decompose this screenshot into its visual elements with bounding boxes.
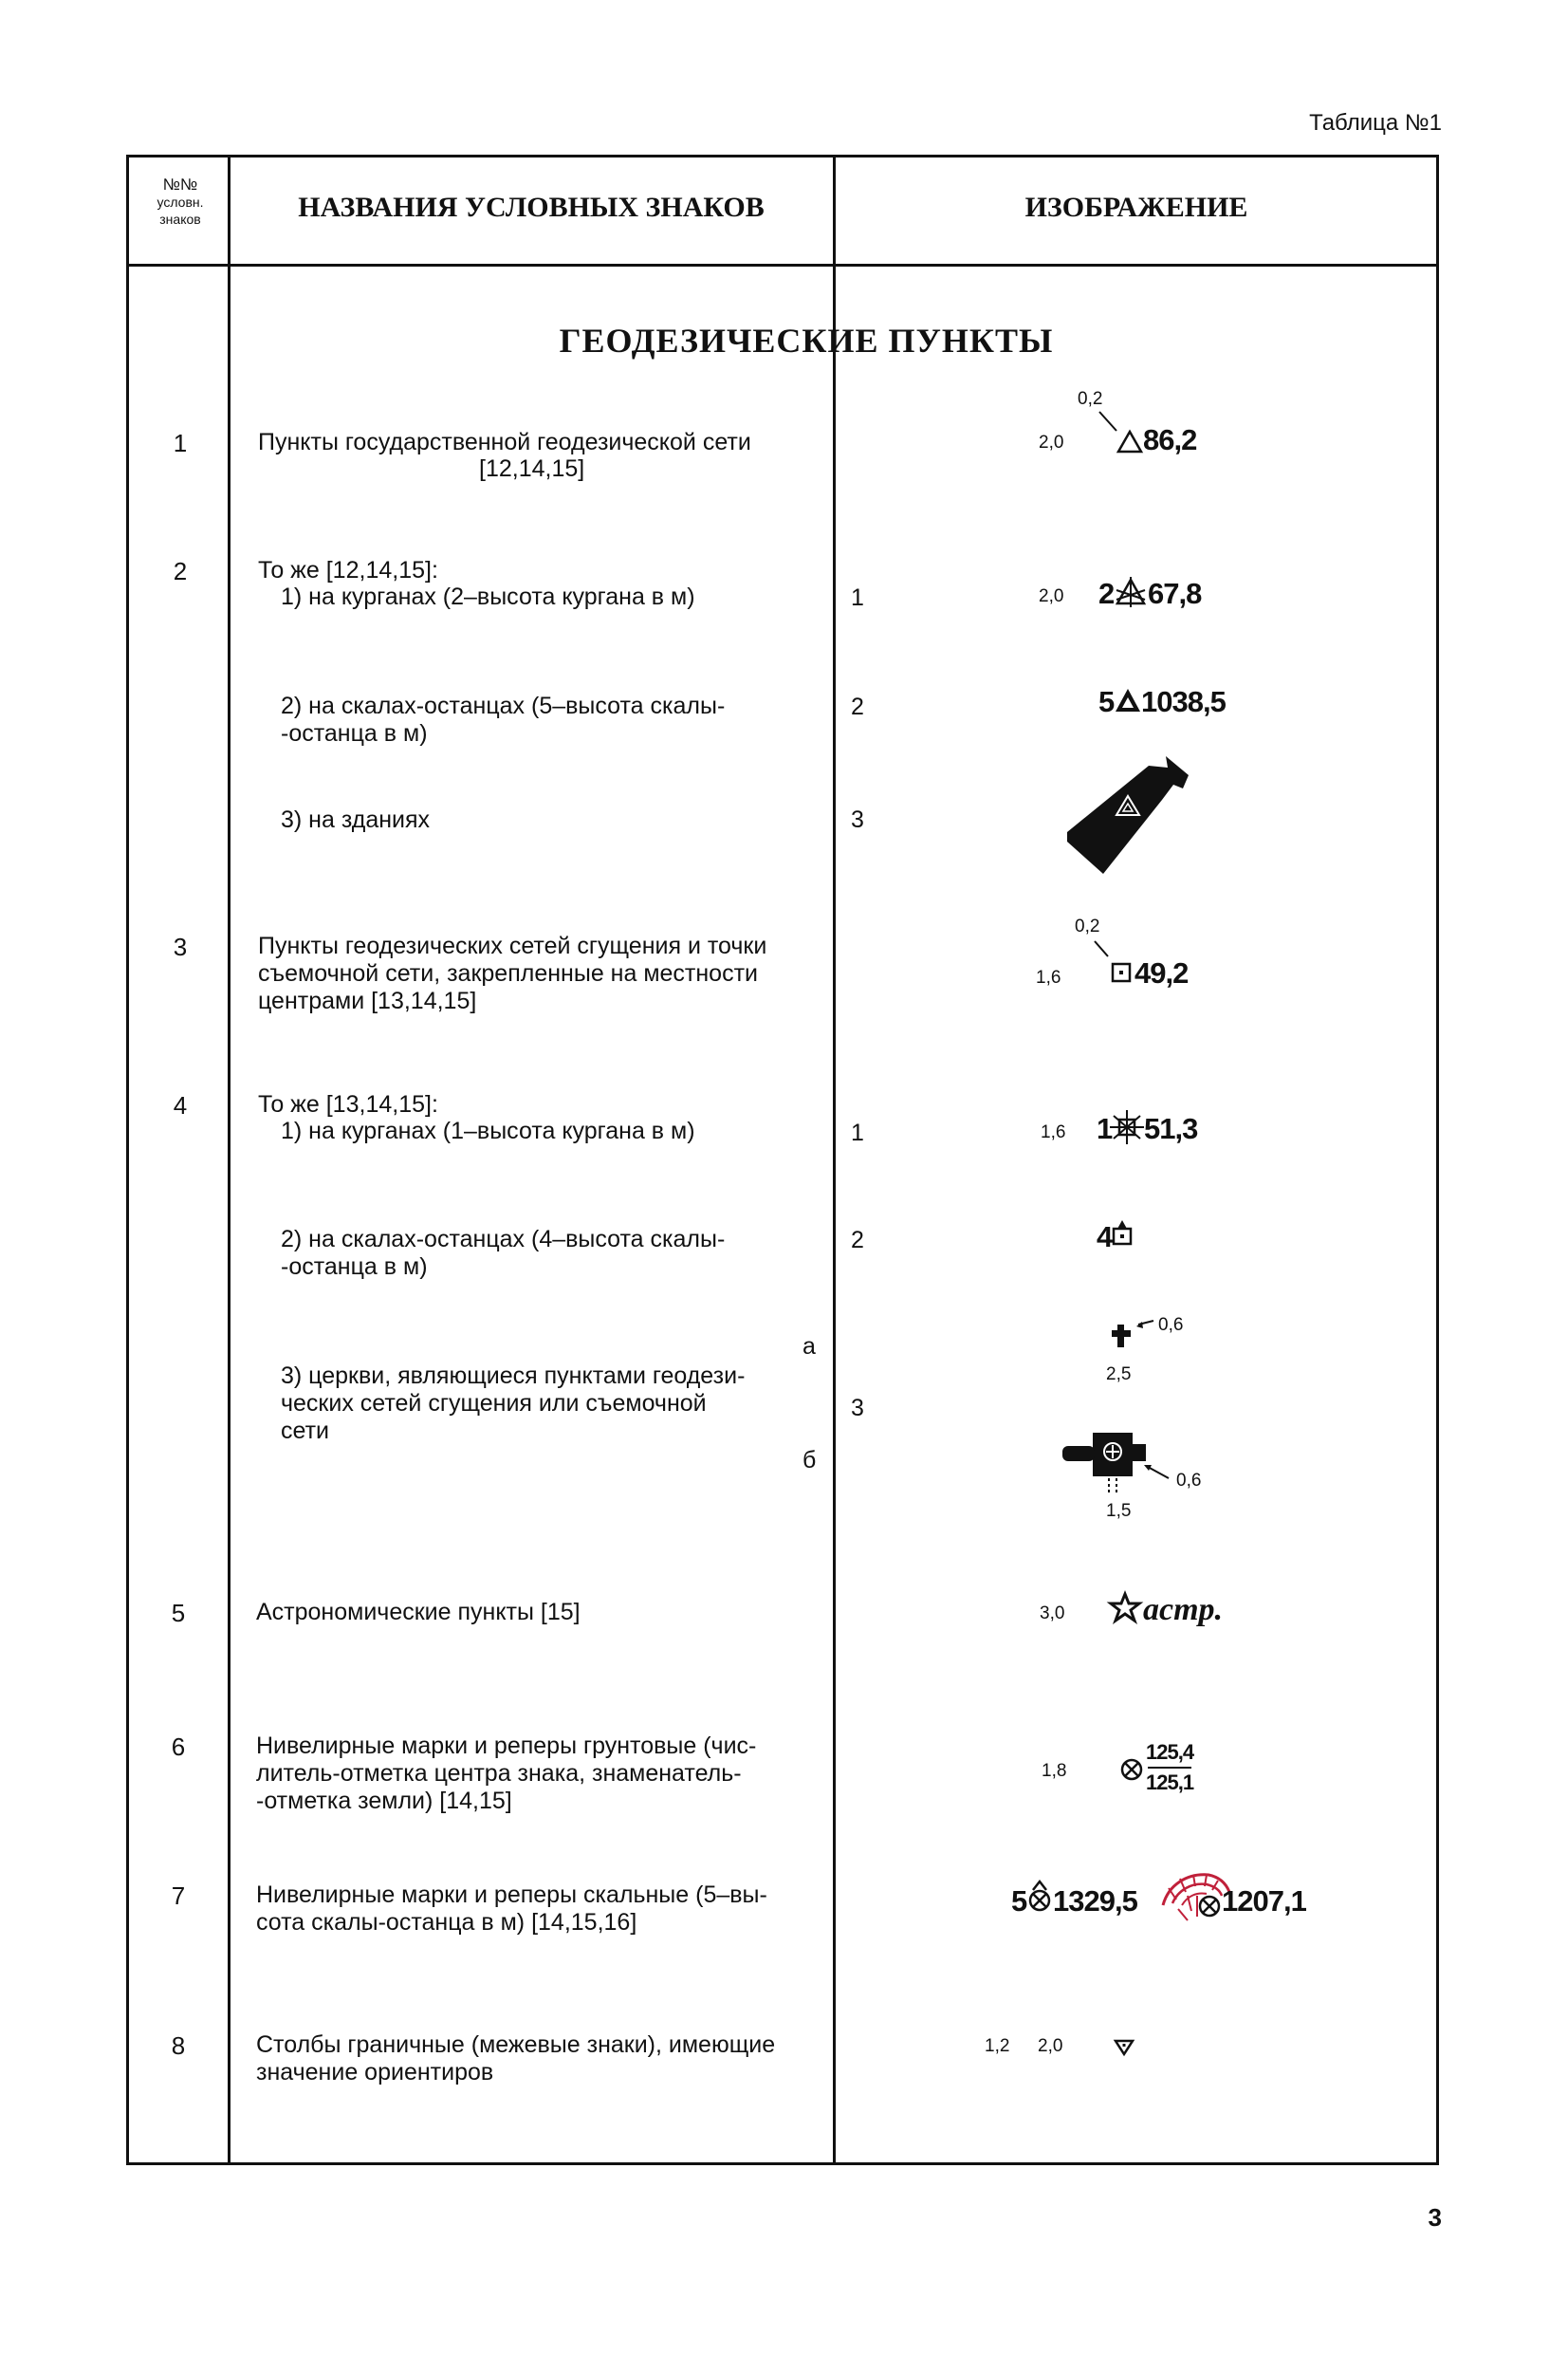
sub-number: 3: [851, 1395, 864, 1421]
benchmark-numerator: 125,4: [1146, 1740, 1194, 1764]
dim-label: 2,0: [1038, 2036, 1063, 2056]
triangle-icon: [1117, 429, 1146, 457]
astro-label: астр.: [1143, 1592, 1224, 1627]
elevation-value: 1038,5: [1141, 685, 1226, 718]
row-text: Пункты государственной геодезической сети: [258, 429, 751, 455]
prefix-value: 5: [1098, 685, 1115, 718]
benchmark-icon: [1119, 1757, 1146, 1784]
elevation-value: 86,2: [1143, 423, 1197, 456]
row-sub-text: 1) на курганах (2–высота кургана в м): [281, 584, 695, 610]
dim-label: 1,6: [1041, 1122, 1066, 1142]
variant-letter-b: б: [802, 1447, 817, 1474]
header-image-col: ИЗОБРАЖЕНИЕ: [1024, 192, 1248, 223]
column-divider-image: [833, 155, 836, 2165]
elevation-value: 49,2: [1134, 956, 1189, 990]
row-number: 5: [171, 1599, 186, 1627]
dim-label: 1,8: [1042, 1761, 1067, 1781]
sub-number: 1: [851, 1120, 864, 1146]
row-sub-text: 3) на зданиях: [281, 806, 431, 833]
benchmark-denominator: 125,1: [1146, 1770, 1194, 1794]
header-num-line-1: №№: [162, 176, 198, 194]
sub-number: 1: [851, 584, 864, 611]
benchmark-icon: [1197, 1894, 1224, 1920]
row-text: Астрономические пункты [15]: [256, 1599, 581, 1625]
kurgan-triangle-icon: [1115, 577, 1149, 609]
dim-label: 2,0: [1039, 586, 1064, 606]
row-number: 1: [173, 429, 188, 457]
elevation-value: 67,8: [1148, 577, 1202, 610]
row-sub-text: 3) церкви, являющиеся пунктами геодези- ческих сетей сгущения или съемочной сети: [281, 1362, 746, 1444]
dim-label: 2,0: [1039, 433, 1064, 453]
elevation-value: 1329,5: [1053, 1884, 1137, 1918]
square-point-icon: [1111, 962, 1134, 985]
row-number: 6: [171, 1733, 186, 1761]
row-ref: [12,14,15]: [479, 455, 585, 482]
church-building-icon: [1061, 1431, 1184, 1497]
column-divider-num: [228, 155, 231, 2165]
fraction-line: [1148, 1767, 1191, 1769]
section-title: ГЕОДЕЗИЧЕСКИЕ ПУНКТЫ: [559, 322, 1054, 360]
row-sub-text: 2) на скалах-останцах (4–высота скалы- -останца в м): [281, 1226, 726, 1280]
dim-label: 1,5: [1106, 1501, 1132, 1521]
dim-label: 0,2: [1075, 917, 1100, 936]
row-text: Нивелирные марки и реперы скальные (5–вы- сота скалы-останца в м) [14,15,16]: [256, 1881, 767, 1936]
prefix-value: 1: [1097, 1112, 1113, 1145]
row-text: Столбы граничные (межевые знаки), имеющие значение ориентиров: [256, 2031, 776, 2085]
header-num-line-3: знаков: [159, 212, 201, 227]
boundary-post-icon: [1114, 2038, 1136, 2057]
row-number: 7: [171, 1881, 186, 1910]
row-number: 8: [171, 2031, 186, 2060]
prefix-value: 2: [1098, 577, 1115, 610]
rock-triangle-icon: [1115, 687, 1143, 715]
star-icon: [1110, 1592, 1142, 1624]
row-text: Нивелирные марки и реперы грунтовые (чис- литель-отметка центра знака, знаменатель- -отметка земли) [14,15]: [256, 1733, 757, 1814]
row-text: Пункты геодезических сетей сгущения и точки съемочной сети, закрепленные на местности центрами [13,14,15]: [258, 933, 767, 1014]
header-names-col: НАЗВАНИЯ УСЛОВНЫХ ЗНАКОВ: [298, 192, 765, 223]
dim-label: 1,2: [985, 2036, 1010, 2056]
sub-number: 3: [851, 806, 864, 833]
kurgan-square-icon: [1110, 1110, 1146, 1146]
dim-label: 0,6: [1176, 1471, 1202, 1491]
row-number: 3: [173, 933, 188, 961]
rock-square-icon: [1112, 1220, 1136, 1247]
dim-label: 1,6: [1036, 968, 1061, 988]
row-text: То же [13,14,15]:: [258, 1091, 438, 1118]
rock-benchmark-icon: [1027, 1881, 1054, 1913]
variant-letter-a: а: [802, 1333, 816, 1360]
table-caption: Таблица №1: [1309, 110, 1442, 136]
page-number: 3: [1428, 2203, 1442, 2232]
dim-label: 3,0: [1040, 1603, 1065, 1623]
prefix-value: 5: [1011, 1884, 1027, 1918]
dim-label: 0,2: [1078, 389, 1103, 409]
elevation-value: 51,3: [1144, 1112, 1198, 1145]
building-point-icon: [1067, 754, 1200, 878]
elevation-value: 1207,1: [1222, 1884, 1306, 1918]
prefix-value: 4: [1097, 1220, 1113, 1253]
header-num-line-2: условн.: [157, 195, 204, 210]
row-number: 4: [173, 1091, 188, 1120]
sub-number: 2: [851, 1227, 864, 1253]
row-number: 2: [173, 557, 188, 585]
row-sub-text: 1) на курганах (1–высота кургана в м): [281, 1118, 695, 1144]
row-sub-text: 2) на скалах-останцах (5–высота скалы- -останца в м): [281, 693, 726, 747]
dim-label: 0,6: [1158, 1315, 1184, 1335]
header-num-col: [133, 176, 228, 228]
header-divider: [126, 264, 1439, 267]
dim-label: 2,5: [1106, 1364, 1132, 1384]
row-text: То же [12,14,15]:: [258, 557, 438, 584]
sub-number: 2: [851, 694, 864, 720]
